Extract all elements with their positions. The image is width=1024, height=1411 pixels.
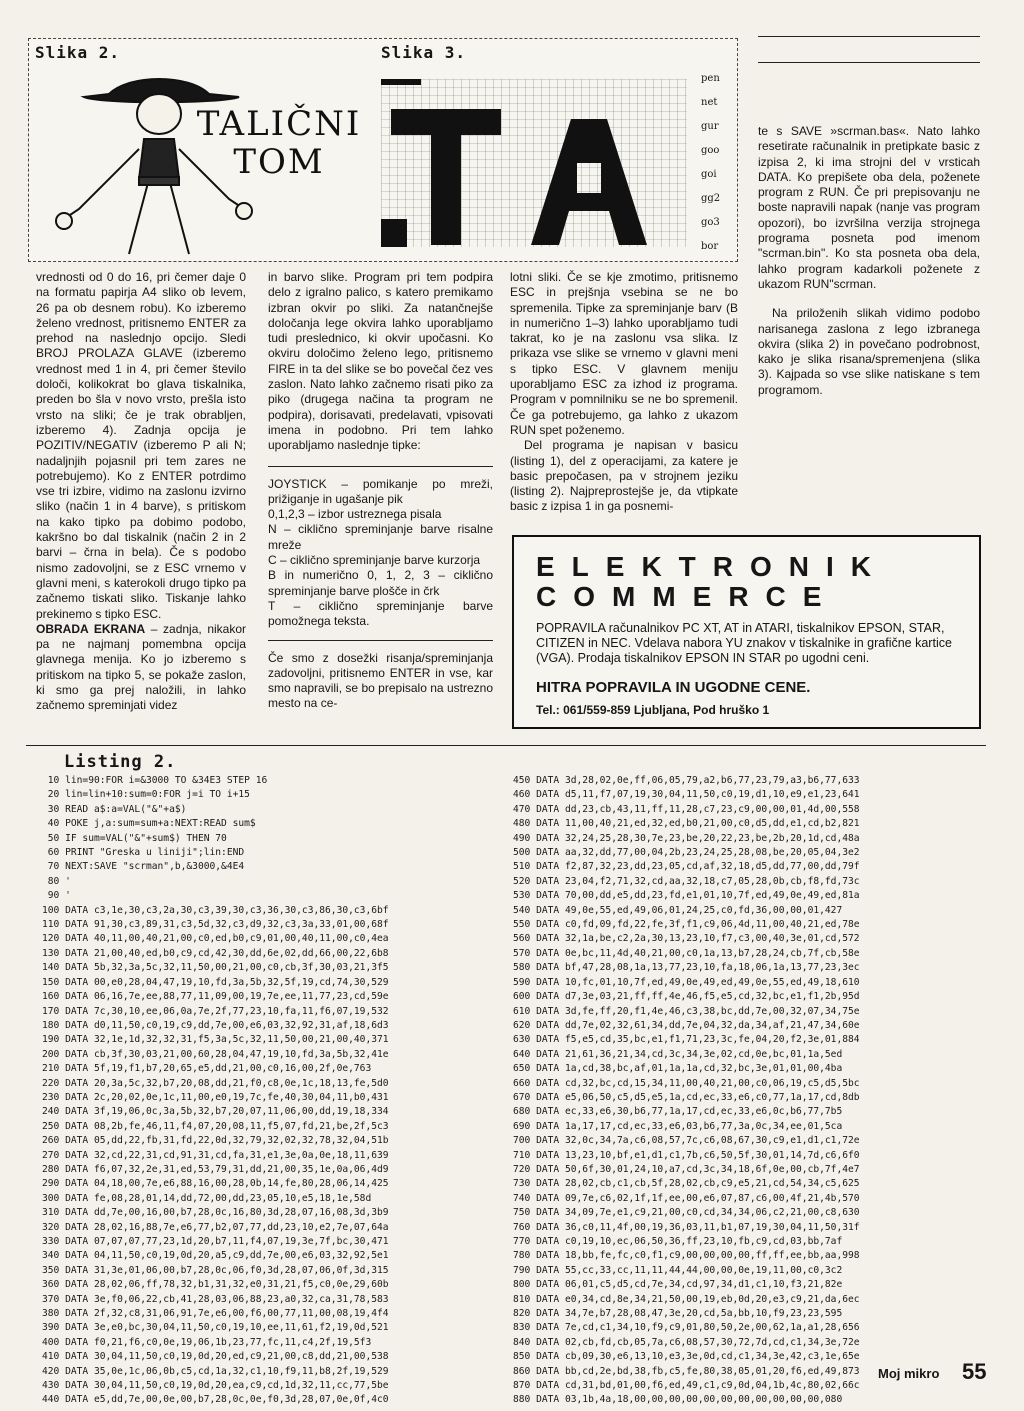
listing-line: 580 DATA bf,47,28,08,1a,13,77,23,10,fa,18,06,1a,13,77,23,3ec <box>513 962 860 974</box>
palette-label: gg2 <box>701 193 721 204</box>
palette-label: go3 <box>701 217 720 228</box>
listing-left-column <box>42 774 497 1408</box>
listing-line: 510 DATA f2,87,32,23,dd,23,05,cd,af,32,18,d5,dd,77,00,dd,79f <box>513 861 860 873</box>
enlarged-letters <box>381 79 687 247</box>
listing-line: 380 DATA 2f,32,c8,31,06,91,7e,e6,00,f6,00,77,11,00,08,19,4f4 <box>42 1308 389 1320</box>
listing-line: 870 DATA cd,31,bd,01,00,f6,ed,49,c1,c9,0d,04,1b,4c,80,02,66c <box>513 1380 860 1392</box>
listing-line: 180 DATA d0,11,50,c0,19,c9,dd,7e,00,e6,03,32,92,31,af,18,6d3 <box>42 1019 389 1031</box>
paragraph: Del programa je napisan v basicu (listing 1), del z operacijami, za katere je basic prepočasen, pa v strojnem jeziku (listing 2). Najpreprostejše je, da vtipkate basic z izpisa 1 in ga posnemi- <box>510 438 738 514</box>
listing-line: 500 DATA aa,32,dd,77,00,04,2b,23,24,25,28,08,be,20,05,04,3e2 <box>513 847 860 859</box>
listing-line: 480 DATA 11,00,40,21,ed,32,ed,b0,21,00,c0,d5,dd,e1,cd,b2,821 <box>513 818 860 830</box>
listing-line: 690 DATA 1a,17,17,cd,ec,33,e6,03,b6,77,3a,0c,34,ee,01,5ca <box>513 1120 843 1132</box>
article-column-3 <box>510 270 738 515</box>
listing-line: 280 DATA f6,07,32,2e,31,ed,53,79,31,dd,21,00,35,1e,0a,06,4d9 <box>42 1163 389 1175</box>
listing-line: 30 READ a$:a=VAL("&"+a$) <box>42 803 187 815</box>
listing-line: 140 DATA 5b,32,3a,5c,32,11,50,00,21,00,c0,cb,3f,30,03,21,3f5 <box>42 962 389 974</box>
section-heading: OBRADA EKRANA <box>36 621 146 636</box>
listing-line: 770 DATA c0,19,10,ec,06,50,36,ff,23,10,fb,c9,cd,03,bb,7af <box>513 1236 843 1247</box>
listing-line: 390 DATA 3e,e0,bc,30,04,11,50,c0,19,10,ee,11,61,f2,19,0d,521 <box>42 1322 389 1334</box>
listing-line: 650 DATA 1a,cd,38,bc,af,01,1a,1a,cd,32,bc,3e,01,01,00,4ba <box>513 1063 843 1075</box>
listing-line: 490 DATA 32,24,25,28,30,7e,23,be,20,22,23,be,2b,20,1d,cd,48a <box>513 832 860 844</box>
listing-line: 540 DATA 49,0e,55,ed,49,06,01,24,25,c0,fd,36,00,00,01,427 <box>513 904 843 916</box>
listing-line: 450 DATA 3d,28,02,0e,ff,06,05,79,a2,b6,77,23,79,a3,b6,77,633 <box>513 775 860 786</box>
palette-label: goo <box>701 145 720 156</box>
listing-line: 310 DATA dd,7e,00,16,00,b7,28,0c,16,80,3d,28,07,16,08,3d,3b9 <box>42 1207 389 1219</box>
listing-line: 600 DATA d7,3e,03,21,ff,ff,4e,46,f5,e5,cd,32,bc,e1,f1,2b,95d <box>513 991 860 1003</box>
listing-line: 460 DATA d5,11,f7,07,19,30,04,11,50,c0,19,d1,10,e9,e1,23,641 <box>513 789 860 801</box>
listing-line: 630 DATA f5,e5,cd,35,bc,e1,f1,71,23,3c,fe,04,20,f2,3e,01,884 <box>513 1034 860 1046</box>
paragraph: in barvo slike. Program pri tem podpira delo z igralno palico, s katero premikamo izbran okvir po sliki. Za natančnejše določanja lege okvira lahko uporabljamo tudi preslednico, ki okvir upočasni. Ko okviru določimo želeno lego, pritisnemo FIRE in ta del slike se bo povečal čez ves zaslon. Nato lahko začnemo risati piko za piko (drugega načina ta program ne podpira), dorisavati, predelavati, vpisovati imena in podobno. Pri tem lahko uporabljamo naslednje tipke: <box>268 270 493 453</box>
article-column-2 <box>268 270 493 712</box>
listing-line: 40 POKE j,a:sum=sum+a:NEXT:READ sum$ <box>42 818 256 830</box>
listing-line: 440 DATA e5,dd,7e,00,0e,00,b7,28,0c,0e,f0,3d,28,07,0e,0f,4c0 <box>42 1394 389 1406</box>
figure-title-line1: TALIČNI <box>196 104 362 144</box>
listing-rule <box>26 745 986 746</box>
listing-line: 670 DATA e5,06,50,c5,d5,e5,1a,cd,ec,33,e6,c0,77,1a,17,cd,8db <box>513 1091 860 1103</box>
listing-line: 250 DATA 08,2b,fe,46,11,f4,07,20,08,11,f5,07,fd,21,be,2f,5c3 <box>42 1120 389 1132</box>
ad-title-line1: ELEKTRONIK <box>536 551 888 582</box>
ad-contact: Tel.: 061/559-859 Ljubljana, Pod hruško 1 <box>536 703 770 717</box>
listing-line: 520 DATA 23,04,f2,71,32,cd,aa,32,18,c7,05,28,0b,cb,f8,fd,73c <box>513 875 860 887</box>
listing-line: 720 DATA 50,6f,30,01,24,10,a7,cd,3c,34,18,6f,0e,00,cb,7f,4e7 <box>513 1163 860 1175</box>
listing-line: 850 DATA cb,09,30,e6,13,10,e3,3e,0d,cd,c1,34,3e,42,c3,1e,65e <box>513 1351 860 1363</box>
listing-line: 300 DATA fe,08,28,01,14,dd,72,00,dd,23,05,10,e5,18,1e,58d <box>42 1192 372 1204</box>
listing-line: 170 DATA 7c,30,10,ee,06,0a,7e,2f,77,23,10,fa,11,f6,07,19,532 <box>42 1005 389 1017</box>
listing-line: 640 DATA 21,61,36,21,34,cd,3c,34,3e,02,cd,0e,bc,01,1a,5ed <box>513 1048 843 1060</box>
ad-title-line2: COMMERCE <box>536 581 839 612</box>
listing-line: 330 DATA 07,07,07,77,23,1d,20,b7,11,f4,07,19,3e,7f,bc,30,471 <box>42 1236 389 1247</box>
listing-line: 260 DATA 05,dd,22,fb,31,fd,22,0d,32,79,32,02,32,78,32,04,51b <box>42 1135 389 1147</box>
listing-line: 680 DATA ec,33,e6,30,b6,77,1a,17,cd,ec,33,e6,0c,b6,77,7b5 <box>513 1106 843 1118</box>
listing-line: 570 DATA 0e,bc,11,4d,40,21,00,c0,1a,13,b7,28,24,cb,7f,cb,58e <box>513 947 860 959</box>
listing-line: 410 DATA 30,04,11,50,c0,19,0d,20,ed,c9,21,00,c8,dd,21,00,538 <box>42 1351 389 1363</box>
listing-line: 820 DATA 34,7e,b7,28,08,47,3e,20,cd,5a,bb,10,f9,23,23,595 <box>513 1308 843 1320</box>
key-item: JOYSTICK – pomikanje po mreži, prižiganje in ugašanje pik <box>268 476 493 506</box>
article-column-4 <box>758 124 980 398</box>
listing-line: 360 DATA 28,02,06,ff,78,32,b1,31,32,e0,31,21,f5,c0,0e,29,60b <box>42 1279 389 1291</box>
listing-line: 730 DATA 28,02,cb,c1,cb,5f,28,02,cb,c9,e5,21,cd,54,34,c5,625 <box>513 1178 860 1190</box>
page-number: 55 <box>962 1359 987 1384</box>
top-rule <box>758 36 980 37</box>
listing-line: 100 DATA c3,1e,30,c3,2a,30,c3,39,30,c3,36,30,c3,86,30,c3,6bf <box>42 904 389 916</box>
listing-line: 830 DATA 7e,cd,c1,34,10,f9,c9,01,80,50,2e,00,62,1a,a1,28,656 <box>513 1322 860 1334</box>
listing-line: 220 DATA 20,3a,5c,32,b7,20,08,dd,21,f0,c8,0e,1c,18,13,fe,5d0 <box>42 1077 389 1089</box>
listing-title: Listing 2. <box>64 752 177 772</box>
paragraph: te s SAVE »scrman.bas«. Nato lahko resetirate računalnik in pretipkate basic z izpisa 2, ki ima strojni del v vrsticah DATA. Ko prepišete oba dela, poženete program z RUN. Če pri prepisovanju ne boste napravili napak (nanje vas program opozori), bo izvršilna verzija strojnega programa posneta pod imenom "scrman.bin". Ko sta posneta oba dela, lahko program kadarkoli poženete z ukazom RUN"scrman. <box>758 124 980 291</box>
figure-title <box>179 105 379 181</box>
listing-line: 50 IF sum=VAL("&"+sum$) THEN 70 <box>42 832 227 844</box>
listing-line: 760 DATA 36,c0,11,4f,00,19,36,03,11,b1,07,19,30,04,11,50,31f <box>513 1221 860 1233</box>
divider <box>268 640 493 641</box>
palette-label: net <box>701 97 718 108</box>
footer-magazine: Moj mikro <box>878 1366 940 1381</box>
listing-line: 400 DATA f0,21,f6,c0,0e,19,06,1b,23,77,fc,11,c4,2f,19,5f3 <box>42 1336 372 1348</box>
palette-label: bor <box>701 241 719 252</box>
listing-line: 840 DATA 02,cb,fd,cb,05,7a,c6,08,57,30,72,7d,cd,c1,34,3e,72e <box>513 1336 860 1348</box>
listing-line: 750 DATA 34,09,7e,e1,c9,21,00,c0,cd,34,34,06,c2,21,00,c8,630 <box>513 1207 860 1219</box>
article-column-1 <box>36 270 246 714</box>
palette-label: goi <box>701 169 717 180</box>
listing-line: 660 DATA cd,32,bc,cd,15,34,11,00,40,21,00,c0,06,19,c5,d5,5bc <box>513 1077 860 1089</box>
listing-line: 270 DATA 32,cd,22,31,cd,91,31,cd,fa,31,e1,3e,0a,0e,18,11,639 <box>42 1149 389 1161</box>
paragraph-text: – zadnja, nikakor pa ne najmanj pomembna opcija glavnega menija. Ko jo izberemo s pritiskom na tipko 5, se pokaže zaslon, ki smo ga prej naložili, in lahko začnemo spreminjati videz <box>36 621 246 713</box>
listing-line: 240 DATA 3f,19,06,0c,3a,5b,32,b7,20,07,11,06,00,dd,19,18,334 <box>42 1106 389 1118</box>
listing-line: 800 DATA 06,01,c5,d5,cd,7e,34,cd,97,34,d1,c1,10,f3,21,82e <box>513 1279 843 1291</box>
listing-line: 420 DATA 35,0e,1c,06,0b,c5,cd,1a,32,c1,10,f9,11,b8,2f,19,529 <box>42 1365 389 1377</box>
listing-line: 320 DATA 28,02,16,88,7e,e6,77,b2,07,77,dd,23,10,e2,7e,07,64a <box>42 1221 389 1233</box>
top-rule-2 <box>758 62 980 63</box>
listing-line: 80 ' <box>42 875 71 887</box>
palette-label: pen <box>701 73 720 84</box>
listing-line: 880 DATA 03,1b,4a,18,00,00,00,00,00,00,00,00,00,00,00,080 <box>513 1394 843 1406</box>
listing-line: 150 DATA 00,e0,28,04,47,19,10,fd,3a,5b,32,5f,19,cd,74,30,529 <box>42 976 389 988</box>
paragraph: Če smo z dosežki risanja/spreminjanja zadovoljni, pritisnemo ENTER in vse, kar smo napravili, se bo prepisalo na ustrezno mesto na ce- <box>268 650 493 711</box>
listing-line: 470 DATA dd,23,cb,43,11,ff,11,28,c7,23,c9,00,00,01,4d,00,558 <box>513 803 860 815</box>
palette-labels <box>701 73 735 265</box>
divider <box>268 466 493 467</box>
listing-line: 590 DATA 10,fc,01,10,7f,ed,49,0e,49,ed,49,0e,55,ed,49,18,610 <box>513 976 860 988</box>
listing-line: 210 DATA 5f,19,f1,b7,20,65,e5,dd,21,00,c0,16,00,2f,0e,763 <box>42 1063 372 1075</box>
key-item: C – ciklično spreminjanje barve kurzorja <box>268 553 481 568</box>
key-item: T – ciklično spreminjanje barve pomožnega teksta. <box>268 598 493 629</box>
listing-line: 290 DATA 04,18,00,7e,e6,88,16,00,28,0b,14,fe,80,28,06,14,425 <box>42 1178 389 1190</box>
key-item: B in numerično 0, 1, 2, 3 – ciklično spreminjanje barve plošče in črk <box>268 568 493 598</box>
listing-line: 560 DATA 32,1a,be,c2,2a,30,13,23,10,f7,c3,00,40,3e,01,cd,572 <box>513 933 860 945</box>
listing-line: 70 NEXT:SAVE "scrman",b,&3000,&4E4 <box>42 861 245 873</box>
listing-line: 710 DATA 13,23,10,bf,e1,d1,c1,7b,c6,50,5f,30,01,14,7d,c6,6f0 <box>513 1149 860 1161</box>
listing-right-column <box>513 774 973 1408</box>
listing-line: 430 DATA 30,04,11,50,c0,19,0d,20,ea,c9,cd,1d,32,11,cc,77,5be <box>42 1380 389 1392</box>
listing-line: 740 DATA 09,7e,c6,02,1f,1f,ee,00,e6,07,87,c6,00,4f,21,4b,570 <box>513 1192 860 1204</box>
listing-line: 810 DATA e0,34,cd,8e,34,21,50,00,19,eb,0d,20,e3,c9,21,da,6ec <box>513 1293 860 1305</box>
advertisement <box>512 535 981 729</box>
listing-line: 790 DATA 55,cc,33,cc,11,11,44,44,00,00,0e,19,11,00,c0,3c2 <box>513 1264 843 1276</box>
listing-line: 110 DATA 91,30,c3,89,31,c3,5d,32,c3,d9,32,c3,3a,33,01,00,68f <box>42 919 389 931</box>
listing-line: 120 DATA 40,11,00,40,21,00,c0,ed,b0,c9,01,00,40,11,00,c0,4ea <box>42 933 389 945</box>
listing-line: 370 DATA 3e,f0,06,22,cb,41,28,03,06,88,23,a0,32,ca,31,78,583 <box>42 1293 389 1305</box>
listing-line: 60 PRINT "Greska u liniji";lin:END <box>42 847 245 859</box>
ad-body: POPRAVILA računalnikov PC XT, AT in ATARI, tiskalnikov EPSON, STAR, CITIZEN in NEC. Vdelava nabora YU znakov v tiskalnike in grafične kartice (VGA). Prodaja tiskalnikov EPSON IN STAR po ugodni ceni. <box>536 621 952 665</box>
ad-headline: HITRA POPRAVILA IN UGODNE CENE. <box>536 679 811 696</box>
palette-label: gur <box>701 121 719 132</box>
listing-line: 610 DATA 3d,fe,ff,20,f1,4e,46,c3,38,bc,dd,7e,00,32,07,34,75e <box>513 1005 860 1017</box>
listing-line: 130 DATA 21,00,40,ed,b0,c9,cd,42,30,dd,6e,02,dd,66,00,22,6b8 <box>42 947 389 959</box>
key-item: 0,1,2,3 – izbor ustreznega pisala <box>268 507 442 522</box>
listing-line: 700 DATA 32,0c,34,7a,c6,08,57,7c,c6,08,67,30,c9,e1,d1,c1,72e <box>513 1135 860 1147</box>
figure-title-line2: TOM <box>233 142 325 182</box>
listing-line: 160 DATA 06,16,7e,ee,88,77,11,09,00,19,7e,ee,11,77,23,cd,59e <box>42 991 389 1003</box>
listing-line: 860 DATA bb,cd,2e,bd,38,fb,c5,fe,80,38,05,01,20,f6,ed,49,873 <box>513 1365 860 1377</box>
listing-line: 340 DATA 04,11,50,c0,19,0d,20,a5,c9,dd,7e,00,e6,03,32,92,5e1 <box>42 1250 389 1262</box>
listing-line: 350 DATA 31,3e,01,06,00,b7,28,0c,06,f0,3d,28,07,06,0f,3d,315 <box>42 1264 389 1276</box>
listing-line: 200 DATA cb,3f,30,03,21,00,60,28,04,47,19,10,fd,3a,5b,32,41e <box>42 1048 389 1060</box>
figure-label-3: Slika 3. <box>381 43 467 62</box>
listing-line: 620 DATA dd,7e,02,32,61,34,dd,7e,04,32,da,34,af,21,47,34,60e <box>513 1019 860 1031</box>
listing-line: 530 DATA 70,00,dd,e5,dd,23,fd,e1,01,10,7f,ed,49,0e,49,ed,81a <box>513 890 860 902</box>
listing-line: 550 DATA c0,fd,09,fd,22,fe,3f,f1,c9,06,4d,11,00,40,21,ed,78e <box>513 919 860 931</box>
figure-label-2: Slika 2. <box>35 43 121 62</box>
key-item: N – ciklično spreminjanje barve risalne mreže <box>268 522 493 552</box>
listing-line: 230 DATA 2c,20,02,0e,1c,11,00,e0,19,7c,fe,40,30,04,11,b0,431 <box>42 1091 389 1103</box>
pixel-grid <box>381 79 687 247</box>
paragraph-obrada <box>36 622 246 714</box>
listing-line: 90 ' <box>42 890 71 902</box>
paragraph: vrednosti od 0 do 16, pri čemer daje 0 na formatu papirja A4 sliko ob levem, 26 pa ob desnem robu). Ko izberemo želeno vrednost, pritisnemo ENTER za prehod na naslednjo opcijo. Sledi BROJ PROLAZA GLAVE (izberemo vrednost med 1 in 4, pri čemer število določi, kolikokrat bo glava tiskalnika, preden bo šla v novo vrsto, prešla isto vrsto na sliki; če je trak obrabljen, izberemo 4). Zadnja opcija je POZITIV/NEGATIV (izberemo P ali N; nadaljnjih pojasnil pri tem zares ne potrebujemo). Ko z ENTER potrdimo vse tri izbire, vidimo na zaslonu izvirno sliko (način 1 in 4 barve), s pritiskom na kako tipko pa dobimo podobo, kakršno bo dal tiskalnik (način 2 in 2 barvi – črna in bela). Če s podobo nismo zadovoljni, se z ESC vrnemo v glavni meni, s katerokoli drugo tipko pa začnemo tiskati sliko. Tiskanje lahko prekinemo s tipko ESC. <box>36 270 246 621</box>
paragraph: Na priloženih slikah vidimo podobo narisanega zaslona z lego izbranega okvira (slika 2) in povečano podrobnost, kako je slika risana/spremenjena (slika 3). Kajpada so vse slike natiskane s tem programom. <box>758 306 980 397</box>
listing-line: 190 DATA 32,1e,1d,32,32,31,f5,3a,5c,32,11,50,00,21,00,40,371 <box>42 1034 389 1046</box>
listing-line: 20 lin=lin+10:sum=0:FOR j=i TO i+15 <box>42 789 250 801</box>
figure-box <box>28 38 738 262</box>
listing-line: 10 lin=90:FOR i=&3000 TO &34E3 STEP 16 <box>42 775 268 786</box>
paragraph: lotni sliki. Če se kje zmotimo, pritisnemo ESC in prejšnja vsebina se ne bo spremenila. Tipke za spreminjanje barv (B in numerično 1–3) lahko uporabljamo tudi takrat, ko je na zaslonu vsa slika. Iz prikaza vse slike se vrnemo v glavni meni s tipko ESC. V glavnem meniju uporabljamo ESC za izhod iz programa. Program v pomnilniku se ne bo spremenil. Če ga potrebujemo, ga lahko z ukazom RUN spet poženemo. <box>510 270 738 437</box>
listing-line: 780 DATA 18,bb,fe,fc,c0,f1,c9,00,00,00,00,ff,ff,ee,bb,aa,998 <box>513 1250 860 1262</box>
